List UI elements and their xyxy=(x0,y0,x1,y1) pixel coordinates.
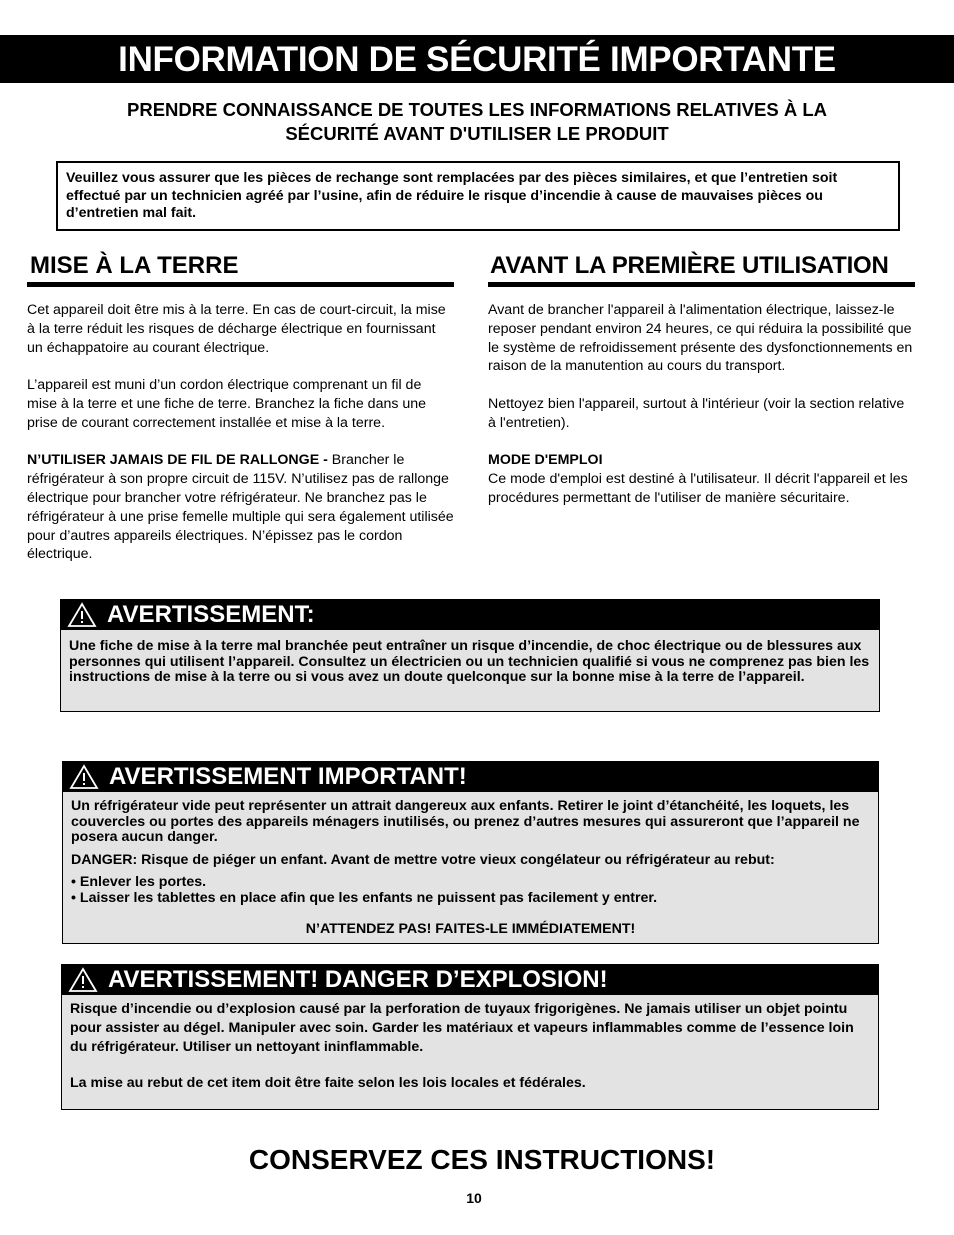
grounding-text xyxy=(27,301,454,564)
explosion-warning-header xyxy=(62,965,878,995)
first-use-paragraph-3 xyxy=(488,451,915,507)
first-use-paragraph-2: Nettoyez bien l'appareil, surtout à l'intérieur (voir la section relative à l'entretien). xyxy=(488,395,905,431)
child-safety-paragraph-1: Un réfrigérateur vide peut représenter un attrait dangereux aux enfants. Retirer le joint d’étanchéité, les loquets, les couvercles ou portes des appareils ménagers inutilisés, ou prenez d’autres mesures qui assureront que l’appareil ne posera aucun danger. xyxy=(71,798,860,846)
grounding-section xyxy=(27,252,454,583)
grounding-warning-heading: AVERTISSEMENT: xyxy=(107,601,315,628)
extension-cord-warning-text: Brancher le réfrigérateur à son propre circuit de 115V. N’utilisez pas de rallonge électrique pour brancher votre réfrigérateur. Ne branchez pas le réfrigérateur à une prise femelle multiple qui sera également utilisée pour d’autres appareils électriques. N’épissez pas le cordon électrique. xyxy=(27,452,454,563)
first-use-text xyxy=(488,301,915,508)
user-manual-label: MODE D'EMPLOI xyxy=(488,452,603,469)
child-safety-bullet-1: • Enlever les portes. xyxy=(71,874,207,891)
extension-cord-warning-label: N’UTILISER JAMAIS DE FIL DE RALLONGE - xyxy=(27,452,332,469)
child-safety-closing: N’ATTENDEZ PAS! FAITES-LE IMMÉDIATEMENT! xyxy=(305,920,636,937)
explosion-warning-box xyxy=(61,964,879,1110)
explosion-paragraph-1: Risque d’incendie ou d’explosion causé par la perforation de tuyaux frigorigènes. Ne jamais utiliser un objet pointu pour assister au dégel. Manipuler avec soin. Garder les matériaux et vapeurs inflammables comme de l’essence loin du réfrigérateur. Utiliser un nettoyant ininflammable. xyxy=(70,1001,854,1055)
first-use-paragraph-1: Avant de brancher l'appareil à l'alimentation électrique, laissez-le reposer pendant environ 24 heures, ce qui réduira la possibilité que le système de refroidissement présente des dysfonctionnements en raison de la manutention au cours du transport. xyxy=(488,302,913,375)
grounding-warning-text: Une fiche de mise à la terre mal branchée peut entraîner un risque d’incendie, de choc électrique ou de blessures aux personnes qui utilisent l’appareil. Consultez un électricien ou un technicien qualifié si vous ne comprenez pas bien les instructions de mise à la terre ou si vous avez un doute quelconque sur la bonne mise à la terre de l’appareil. xyxy=(69,638,870,686)
warning-triangle-icon xyxy=(69,764,99,790)
warning-triangle-icon xyxy=(67,602,97,628)
child-safety-warning-heading: AVERTISSEMENT IMPORTANT! xyxy=(109,763,467,790)
grounding-warning-header xyxy=(61,600,879,630)
subtitle-line-1: PRENDRE CONNAISSANCE DE TOUTES LES INFORMATIONS RELATIVES À LA xyxy=(127,99,827,120)
grounding-warning-box xyxy=(60,599,880,712)
first-use-section xyxy=(488,252,915,527)
explosion-warning-heading: AVERTISSEMENT! DANGER D’EXPLOSION! xyxy=(108,966,608,993)
user-manual-text: Ce mode d'emploi est destiné à l'utilisateur. Il décrit l'appareil et les procédures permettant de l'utiliser de manière sécuritaire. xyxy=(488,471,908,506)
warning-triangle-icon xyxy=(68,967,98,993)
keep-instructions-title: CONSERVEZ CES INSTRUCTIONS! xyxy=(248,1144,716,1175)
page-number: 10 xyxy=(466,1190,482,1206)
grounding-paragraph-1: Cet appareil doit être mis à la terre. En cas de court-circuit, la mise à la terre réduit les risques de décharge électrique en fournissant un échappatoire au courant électrique. xyxy=(27,302,446,356)
replacement-parts-notice: Veuillez vous assurer que les pièces de rechange sont remplacées par des pièces similaires, et que l’entretien soit effectué par un technicien agréé par l’usine, afin de réduire le risque d’incendie à cause de mauvaises pièces ou d’entretien mal fait. xyxy=(56,161,900,231)
grounding-paragraph-2: L’appareil est muni d’un cordon électrique comprenant un fil de mise à la terre et une fiche de terre. Branchez la fiche dans une prise de courant correctement installée et mise à la terre. xyxy=(27,377,427,431)
subtitle-line-2: SÉCURITÉ AVANT D'UTILISER LE PRODUIT xyxy=(285,123,669,144)
first-use-heading: AVANT LA PREMIÈRE UTILISATION xyxy=(488,252,915,287)
child-safety-warning-body xyxy=(63,792,878,945)
child-safety-warning-header xyxy=(63,762,878,792)
child-safety-warning-box xyxy=(62,761,879,944)
page-title: INFORMATION DE SÉCURITÉ IMPORTANTE xyxy=(0,35,954,83)
explosion-paragraph-2: La mise au rebut de cet item doit être faite selon les lois locales et fédérales. xyxy=(70,1075,586,1091)
explosion-warning-body xyxy=(62,995,878,1101)
child-safety-danger-line: DANGER: Risque de piéger un enfant. Avant de mettre votre vieux congélateur ou réfrigérateur au rebut: xyxy=(71,851,775,868)
child-safety-bullet-2: • Laisser les tablettes en place afin que les enfants ne puissent pas facilement y entrer. xyxy=(71,889,658,906)
grounding-heading: MISE À LA TERRE xyxy=(27,252,454,287)
grounding-paragraph-3 xyxy=(27,451,454,564)
safety-subtitle xyxy=(40,98,914,146)
